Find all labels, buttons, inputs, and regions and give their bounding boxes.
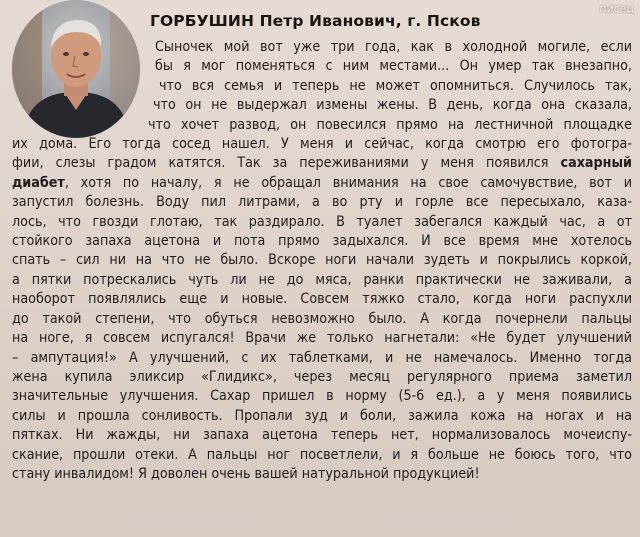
text-run: фии, слезы градом катятся. Так за переживаниями у меня появился [12, 155, 561, 172]
text-run: их дома. Его тогда сосед нашел. У меня и сейчас, когда смотрю его фотогра- [12, 136, 632, 153]
bold-term: диабет [12, 174, 65, 191]
text-run: Сыночек мой вот уже три года, как в холодной могиле, если [155, 39, 632, 55]
article-line [12, 96, 632, 115]
text-run: что хочет развод, он повесился прямо на лестничной площадке [148, 116, 632, 133]
article-line [12, 387, 632, 406]
watermark-text: писец [599, 2, 634, 15]
text-run: лось, что гвозди глотаю, так раздирало. В туалет забегался каждый час, а от [12, 213, 632, 230]
text-run: а пятки потрескались чуть ли не до мяса, ранки практически не заживали, а [12, 271, 632, 288]
article-line [12, 426, 632, 445]
bold-term: сахарный [560, 155, 632, 172]
article-line [12, 329, 632, 348]
article-line [12, 116, 632, 135]
article-line [12, 77, 632, 96]
text-run: стойкого запаха ацетона и пота прямо задыхался. И все время мне хотелось [12, 233, 632, 250]
text-run: на ноге, я совсем испугался! Врачи же только нагнетали: «Не будет улучшений [12, 330, 632, 347]
article-line [12, 174, 632, 193]
text-run: до такой степени, что обуться невозможно было. А когда почернели пальцы [12, 310, 632, 327]
article-body [12, 38, 632, 484]
article-line [12, 193, 632, 212]
article-line [12, 368, 632, 387]
article-line [12, 154, 632, 173]
text-run: запустил болезнь. Воду пил литрами, а во рту и горле все пересыхало, каза- [12, 194, 632, 211]
text-run: – ампутация!» А улучшений, с их таблетками, и не намечалось. Именно тогда [12, 349, 632, 366]
text-run: наоборот появлялись еще и новые. Совсем тяжко стало, когда ноги распухли [12, 291, 632, 308]
article-line [12, 38, 632, 57]
text-run: пятках. Ни жажды, ни запаха ацетона теперь нет, нормализовалось мочеиспу- [12, 427, 632, 444]
article-line [12, 135, 632, 154]
article-line [12, 271, 632, 290]
text-run: спать – сил ни на что не было. Вскоре ноги начали зудеть и покрылись коркой, [12, 252, 632, 269]
article-line [12, 232, 632, 251]
article-line [12, 57, 632, 76]
article-line [12, 290, 632, 309]
article-line [12, 446, 632, 465]
text-run: , хотя по началу, я не обращал внимания на свое самочувствие, вот и [64, 174, 632, 191]
text-run: бы я мог поменяться с ним местами... Он умер так внезапно, [155, 58, 632, 75]
article-line [12, 465, 632, 484]
author-headline: ГОРБУШИН Петр Иванович, г. Псков [150, 12, 481, 30]
article-line [12, 310, 632, 329]
text-run: стану инвалидом! Я доволен очень вашей натуральной продукцией! [12, 465, 480, 482]
text-run: скание, прошли отеки. А пальцы ног посветлели, и я больше не боюсь того, что [12, 446, 632, 463]
article-line [12, 213, 632, 232]
text-run: значительные улучшения. Сахар пришел в норму (5-6 ед.), а у меня появились [12, 388, 632, 405]
text-run: что вся семья и теперь не может опомниться. Случилось так, [159, 77, 632, 94]
article-line [12, 349, 632, 368]
text-run: жена купила эликсир «Глидикс», через месяц регулярного приема заметил [12, 368, 632, 385]
text-run: силы и прошла сонливость. Пропали зуд и боли, зажила кожа на ногах и на [12, 407, 632, 424]
article-line [12, 407, 632, 426]
text-run: что он не выдержал измены жены. В день, когда она сказала, [153, 97, 632, 114]
article-line [12, 251, 632, 270]
